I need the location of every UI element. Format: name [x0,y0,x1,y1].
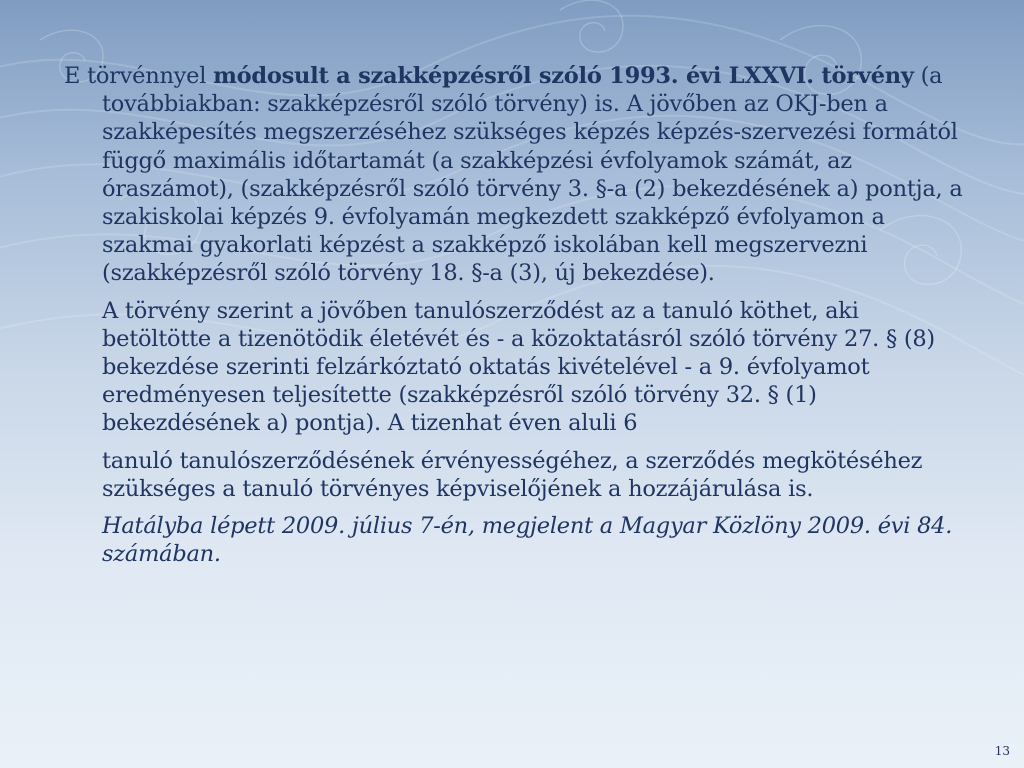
paragraph-rest: (a továbbiakban: szakképzésről szóló törvény) is. A jövőben az OKJ-ben a szakképesítés megszerzéséhez szükséges képzés képzés-szervezési formától függő maximális időtartamát (a szakképzési évfolyamok számát, az óraszámot), (szakképzésről szóló törvény 3. §-a (2) bekezdésének a) pontja, a szakiskolai képzés 9. évfolyamán megkezdett szakképző évfolyamon a szakmai gyakorlati képzést a szakképző iskolában kell megszervezni (szakképzésről szóló törvény 18. §-a (3), új bekezdése). [102,63,963,287]
paragraph-effective-date: Hatályba lépett 2009. július 7-én, megjelent a Magyar Közlöny 2009. évi 84. számában. [102,513,953,568]
paragraph-guardian-consent: tanuló tanulószerződésének érvényességéhez, a szerződés megkötéséhez szükséges a tanuló törvényes képviselőjének a hozzájárulása is. [102,447,923,502]
paragraph-bold-law-title: módosult a szakképzésről szóló 1993. évi LXXVI. törvény [213,63,914,89]
paragraph-law-amendment [64,62,968,288]
slide-body [64,62,968,568]
page-number: 13 [994,744,1010,758]
paragraph-lead: E törvénnyel [64,63,214,89]
paragraph-apprenticeship-contract: A törvény szerint a jövőben tanulószerződést az a tanuló köthet, aki betöltötte a tizenötödik életévét és - a közoktatásról szóló törvény 27. § (8) bekezdése szerinti felzárkóztató oktatás kivételével - a 9. évfolyamot eredményesen teljesítette (szakképzésről szóló törvény 32. § (1) bekezdésének a) pontja). A tizenhat éven aluli 6 [102,297,935,437]
